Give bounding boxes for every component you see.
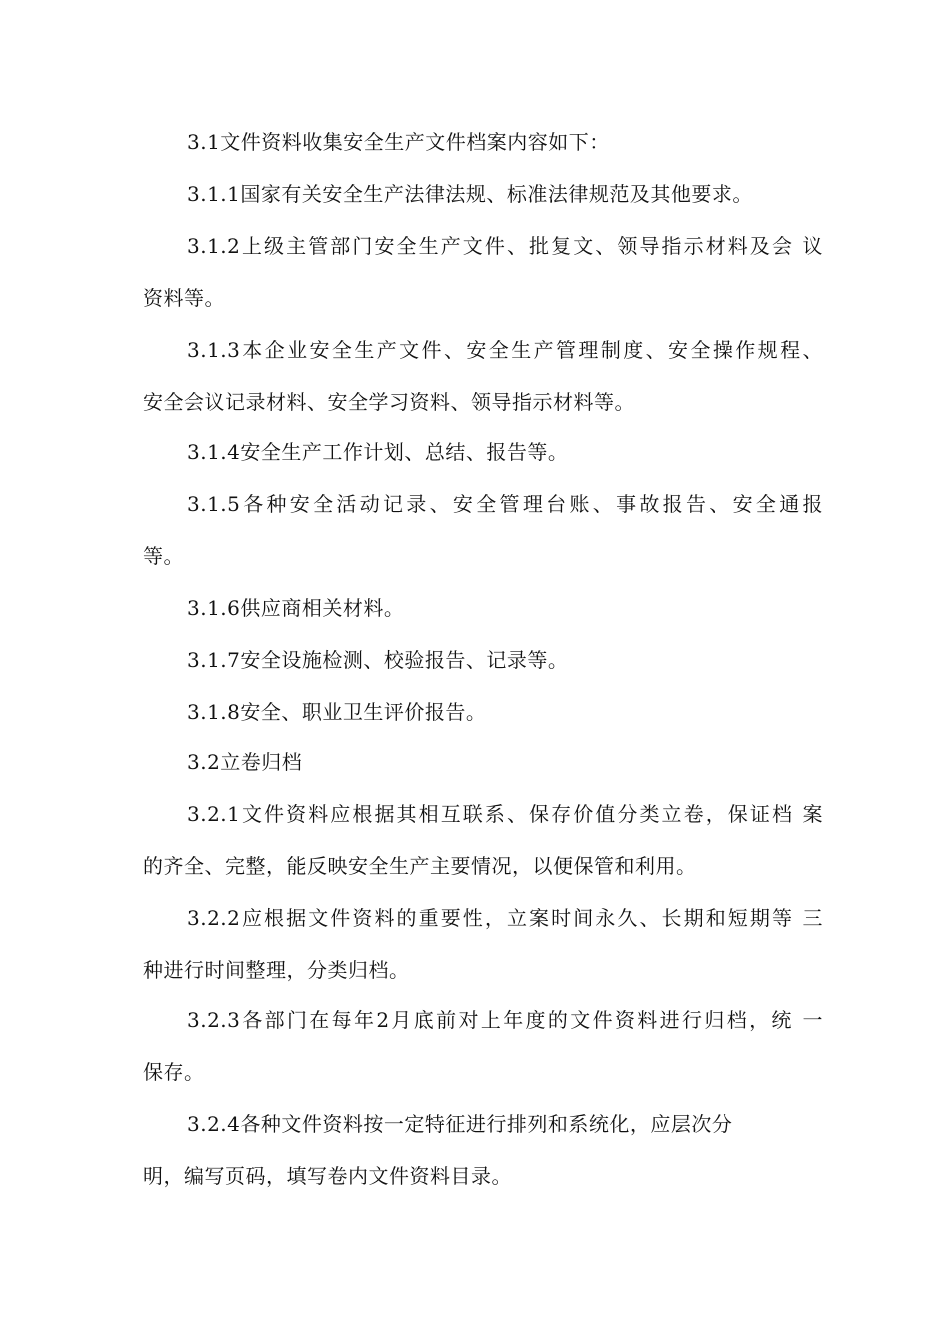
item-3-2-2-line2: 种进行时间整理，分类归档。	[143, 958, 410, 982]
item-3-1-3-line2: 安全会议记录材料、安全学习资料、领导指示材料等。	[143, 390, 635, 414]
item-3-1-4: 3.1.4安全生产工作计划、总结、报告等。	[187, 440, 569, 464]
item-3-2-3-line2: 保存。	[143, 1060, 205, 1084]
item-3-2-3-line1: 3.2.3各部门在每年2月底前对上年度的文件资料进行归档，统 一	[187, 1008, 823, 1032]
item-3-2-1-line2: 的齐全、完整，能反映安全生产主要情况，以便保管和利用。	[143, 854, 697, 878]
item-3-2-1-line1: 3.2.1文件资料应根据其相互联系、保存价值分类立卷，保证档 案	[187, 802, 823, 826]
item-3-1-2-line1: 3.1.2上级主管部门安全生产文件、批复文、领导指示材料及会 议	[187, 234, 823, 258]
item-3-2-4-line1: 3.2.4各种文件资料按一定特征进行排列和系统化，应层次分	[187, 1112, 733, 1136]
item-3-1-3-line1: 3.1.3本企业安全生产文件、安全生产管理制度、安全操作规程、	[187, 338, 823, 362]
item-3-1-6: 3.1.6供应商相关材料。	[187, 596, 405, 620]
item-3-1-8: 3.1.8安全、职业卫生评价报告。	[187, 700, 487, 724]
section-3-2-heading: 3.2立卷归档	[187, 750, 303, 774]
item-3-1-5-line1: 3.1.5各种安全活动记录、安全管理台账、事故报告、安全通报	[187, 492, 823, 516]
section-3-1-heading: 3.1文件资料收集安全生产文件档案内容如下：	[187, 130, 610, 154]
item-3-1-5-line2: 等。	[143, 544, 184, 568]
item-3-1-1: 3.1.1国家有关安全生产法律法规、标准法律规范及其他要求。	[187, 182, 753, 206]
item-3-1-7: 3.1.7安全设施检测、校验报告、记录等。	[187, 648, 569, 672]
item-3-2-4-line2: 明，编写页码，填写卷内文件资料目录。	[143, 1164, 512, 1188]
item-3-2-2-line1: 3.2.2应根据文件资料的重要性，立案时间永久、长期和短期等 三	[187, 906, 823, 930]
item-3-1-2-line2: 资料等。	[143, 286, 225, 310]
